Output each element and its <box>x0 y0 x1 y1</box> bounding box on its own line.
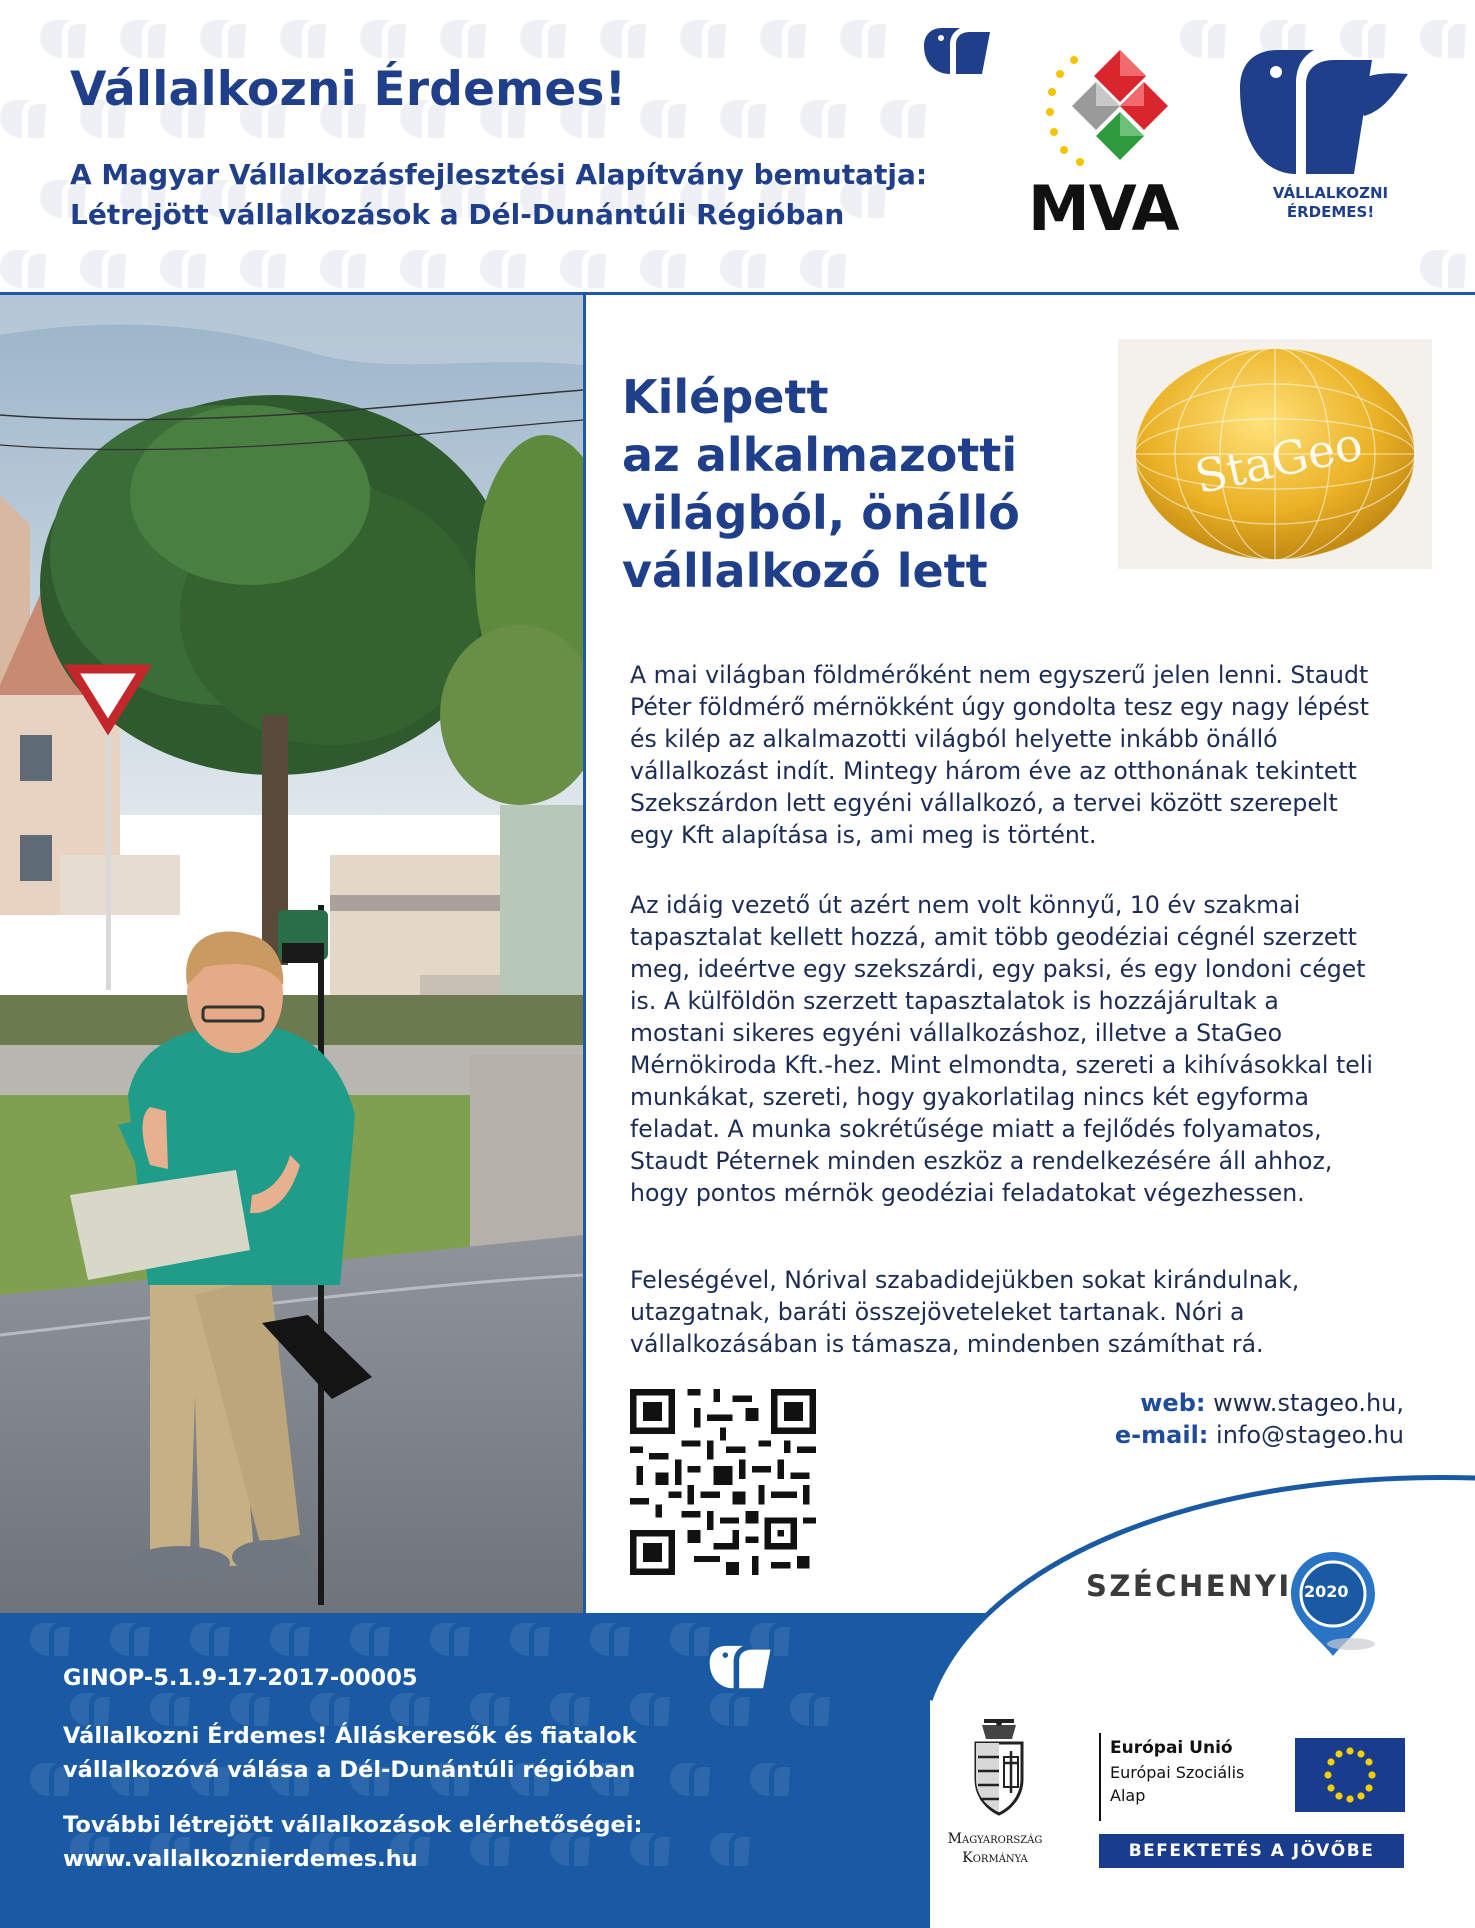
vallalkozni-erdemes-label: VÁLLALKOZNI ÉRDEMES! <box>1272 184 1389 221</box>
contact-web: web: www.stageo.hu, <box>1140 1389 1404 1417</box>
coat-of-arms-icon <box>968 1717 1030 1817</box>
program-line-2: vállalkozóvá válása a Dél-Dunántúli régióban <box>63 1757 636 1783</box>
article-headline: Kilépett az alkalmazotti világból, önálló vállalkozó lett <box>622 370 1020 598</box>
program-line-1: Vállalkozni Érdemes! Álláskeresők és fiatalok <box>63 1723 637 1749</box>
article-paragraph-3: Feleségével, Nórival szabadidejükben sokat kirándulnak, utazgatnak, baráti összejöveteleket tartanak. Nóri a vállalkozásában is támasza, mindenben számíthat rá. <box>630 1266 1300 1358</box>
eu-title: Európai Unió <box>1110 1738 1233 1758</box>
subtitle-line-2: Létrejött vállalkozások a Dél-Dunántúli Régióban <box>70 198 845 231</box>
project-code: GINOP-5.1.9-17-2017-00005 <box>63 1665 418 1691</box>
page-title: Vállalkozni Érdemes! <box>70 62 627 117</box>
more-info-line-1: További létrejött vállalkozások elérhetőségei: <box>63 1812 643 1838</box>
eu-flag-icon <box>1295 1738 1405 1812</box>
eu-fund-line-1: Európai Szociális <box>1110 1763 1245 1782</box>
szechenyi-year: 2020 <box>1304 1582 1349 1601</box>
website-link[interactable]: www.vallalkoznierdemes.hu <box>63 1846 418 1872</box>
government-label: Magyarország Kormánya <box>947 1831 1043 1866</box>
invest-in-future-banner: BEFEKTETÉS A JÖVŐBE <box>1099 1834 1404 1868</box>
email-link[interactable]: info@stageo.hu <box>1216 1421 1404 1449</box>
footer-bird-icon <box>706 1642 776 1694</box>
szechenyi-label: SZÉCHENYI <box>1086 1569 1292 1603</box>
contact-email: e-mail: info@stageo.hu <box>1114 1421 1404 1449</box>
mva-logo-text: MVA <box>1028 172 1179 245</box>
eu-fund-line-2: Alap <box>1110 1786 1146 1805</box>
article-paragraph-2: Az idáig vezető út azért nem volt könnyű, 10 év szakmai tapasztalat kellett hozzá, amit több geodéziai cégnél szerzett meg, ideértve egy szekszárdi, egy paksi, és egy londoni céget is. A külföldön szerzett tapasztalatok is hozzájárultak a mostani sikeres egyéni vállalkozáshoz, illetve a StaGeo Mérnökiroda Kft.-hez. Mint elmondta, szereti a kihívásokkal teli munkákat, szereti, hogy gyakorlatilag nincs két egyforma feladat. A munka sokrétűsége miatt a fejlődés folyamatos, Staudt Péternek minden eszköz a rendelkezésére áll ahhoz, hogy pontos mérnök geodéziai feladatokat végezhessen. <box>630 891 1373 1207</box>
szechenyi-pin-icon <box>1285 1548 1381 1660</box>
subtitle-line-1: A Magyar Vállalkozásfejlesztési Alapítvány bemutatja: <box>70 158 928 191</box>
web-link[interactable]: www.stageo.hu, <box>1213 1389 1404 1417</box>
stageo-logo-text: StaGeo <box>1190 416 1367 505</box>
article-paragraph-1: A mai világban földmérőként nem egyszerű jelen lenni. Staudt Péter földmérő mérnökként úgy gondolta tesz egy nagy lépést és kilép az alkalmazotti világból helyette inkább önálló vállalkozást indít. Mintegy három éve az otthonának tekintett Szekszárdon lett egyéni vállalkozó, a tervei között szerepelt egy Kft alapítása is, ami meg is történt. <box>630 661 1369 849</box>
eu-divider <box>1099 1733 1101 1821</box>
